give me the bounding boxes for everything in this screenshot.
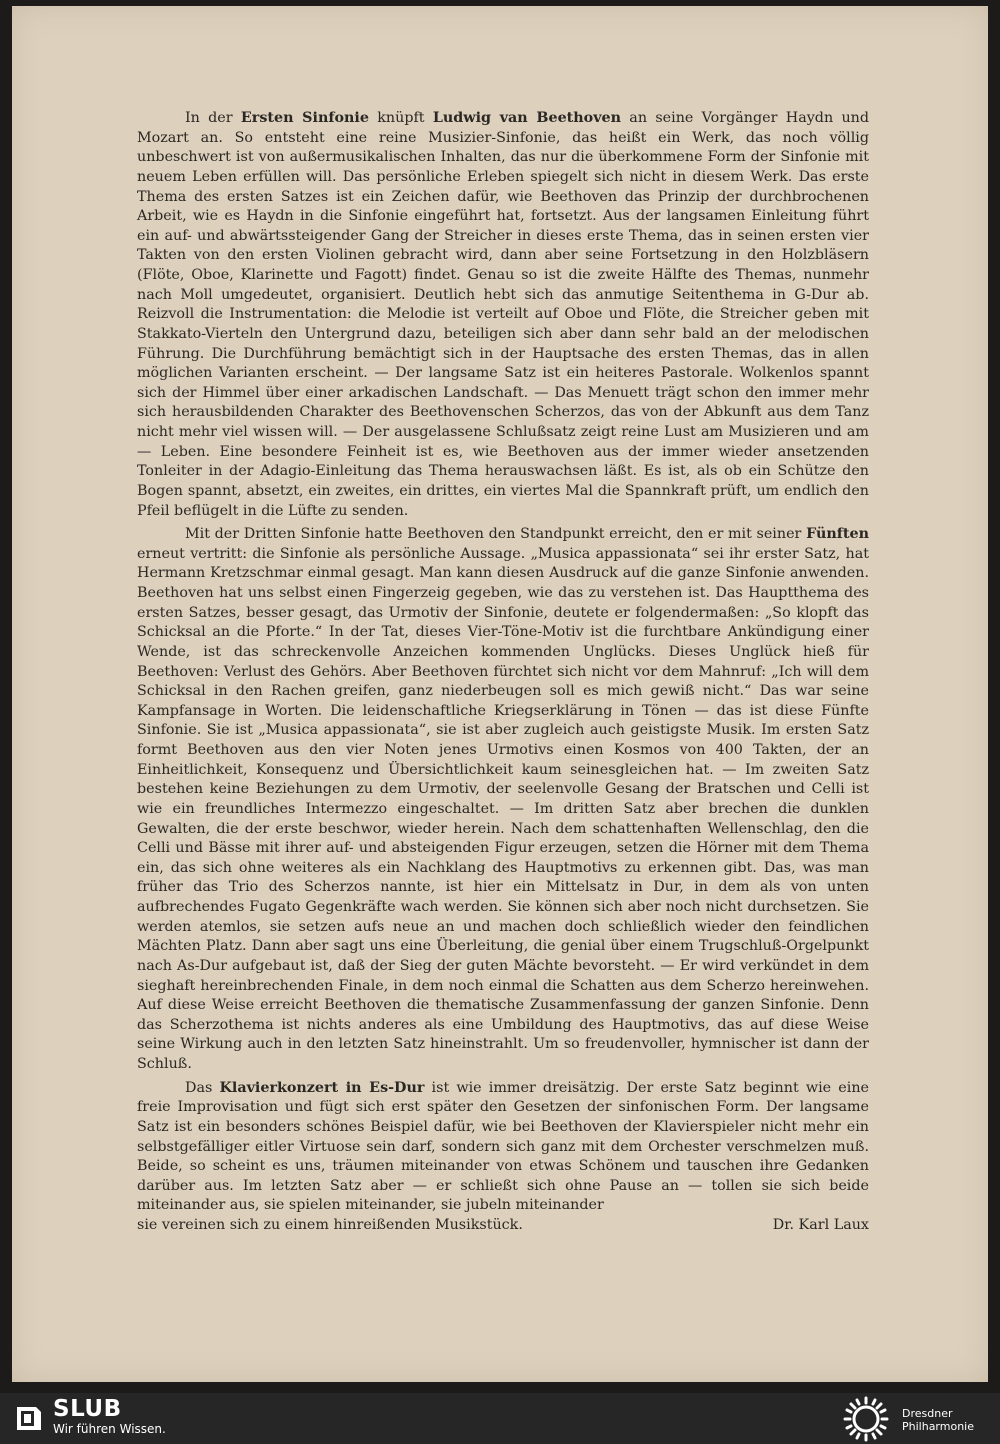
paragraph-text: erneut vertritt: die Sinfonie als persönliche Aussage. „Musica appassionata“ sei ihr erster Satz, hat Hermann Kretzschmar einmal gesagt. Man kann diesen Ausdruck auf die ganze Sinfonie anwenden. Beethoven hat uns selbst einen Fingerzeig gegeben, wie das zu verstehen ist. Das Hauptthema des ersten Satzes, besser gesagt, das Urmotiv der Sinfonie, deutete er folgendermaßen: „So klopft das Schicksal an die Pforte.“ In der Tat, dieses Vier-Töne-Motiv ist die furchtbare Ankündigung einer Wende, ist das schreckenvolle Anzeichen kommenden Unglücks. Dieses Unglück hieß für Beethoven: Verlust des Gehörs. Aber Beethoven fürchtet sich nicht vor dem Mahnruf: „Ich will dem Schicksal in den Rachen greifen, ganz niederbeugen soll es mich gewiß nicht.“ Das war seine Kampfansage in Worten. Die leidenschaftliche Kriegserklärung in Tönen — das ist diese Fünfte Sinfonie. Sie ist „Musica appassionata“, sie ist aber zugleich auch geistigste Musik. Im ersten Satz formt Beethoven aus den vier Noten jenes Urmotivs einen Kosmos von 400 Takten, der an Einheitlichkeit, Konsequenz und Übersichtlichkeit kaum seinesgleichen hat. — Im zweiten Satz bestehen keine Beziehungen zu dem Urmotiv, der seelenvolle Gesang der Bratschen und Celli ist wie ein freundliches Intermezzo eingeschaltet. — Im dritten Satz aber brechen die dunklen Gewalten, die der erste beschwor, wieder herein. Nach dem schattenhaften Wellenschlag, den die Celli und Bässe mit ihrer auf- und absteigenden Figur erzeugen, setzen die Hörner mit dem Thema ein, das sich ohne weiteres als ein Nachklang des Hauptmotivs zu erkennen gibt. Das, was man früher das Trio des Scherzos nannte, ist hier ein Mittelsatz in Dur, in dem als von unten aufbrechendes Fugato Gegenkräfte wach werden. Sie können sich aber noch nicht durchsetzen. Sie werden atemlos, sie setzen aufs neue an und machen doch schließlich wieder den feindlichen Mächten Platz. Dann aber sagt uns eine Überleitung, die genial über einem Trugschluß-Orgelpunkt nach As-Dur aufgebaut ist, daß der Sieg der guten Mächte bevorsteht. — Er wird verkündet in dem sieghaft hereinbrechenden Finale, in dem noch einmal die Schatten aus dem Scherzo hereinwehen. Auf diese Weise erreicht Beethoven die thematische Zusammenfassung der ganzen Sinfonie. Denn das Scherzothema ist nichts anderes als eine Umbildung des Hauptmotivs, das auf diese Weise seine Wirkung auch in den letzten Satz hineinstrahlt. Um so freudenvoller, hymnischer ist dann der Schluß. <box>137 545 869 1072</box>
slub-tagline: Wir führen Wissen. <box>53 1422 166 1436</box>
paragraph-text: an seine Vorgänger Haydn und Mozart an. So entsteht eine reine Musizier-Sinfonie, das heißt ein Werk, das noch völlig unbeschwert ist von außermusikalischen Inhalten, das nur die überkommene Form der Sinfonie mit neuem Leben erfüllen will. Das persönliche Erleben spiegelt sich nicht in diesem Werk. Das erste Thema des ersten Satzes ist ein Zeichen dafür, wie Beethoven das Prinzip der durchbrochenen Arbeit, wie es Haydn in die Sinfonie eingeführt hat, fortsetzt. Aus der langsamen Einleitung führt ein auf- und abwärtssteigender Gang der Streicher in dieses erste Thema, das in seinen ersten vier Takten von den ersten Violinen gebracht wird, dann aber seine Fortsetzung in den Holzbläsern (Flöte, Oboe, Klarinette und Fagott) findet. Genau so ist die zweite Hälfte des Themas, nunmehr nach Moll umgedeutet, organisiert. Deutlich hebt sich das anmutige Seitenthema in G-Dur ab. Reizvoll die Instrumentation: die Melodie ist verteilt auf Oboe und Flöte, die Streicher geben mit Stakkato-Vierteln den Untergrund dazu, beteiligen sich aber dann sehr bald an der melodischen Führung. Die Durchführung bemächtigt sich in der Hauptsache des ersten Themas, das in allen möglichen Varianten erscheint. — Der langsame Satz ist ein heiteres Pastorale. Wolkenlos spannt sich der Himmel über einer arkadischen Landschaft. — Das Menuett trägt schon den immer mehr sich herausbildenden Charakter des Beethovenschen Scherzos, das von der Abkunft aus dem Tanz nicht mehr viel wissen will. — Der ausgelassene Schlußsatz zeigt reine Lust am Musizieren und am — Leben. Eine besondere Feinheit ist es, wie Beethoven aus der immer wieder ansetzenden Tonleiter in der Adagio-Einleitung das Thema herauswachsen läßt. Es ist, als ob ein Schütze den Bogen spannt, absetzt, ein zweites, ein drittes, ein viertes Mal die Spannkraft prüft, um endlich den Pfeil beflügelt in die Lüfte zu senden. <box>137 110 870 519</box>
phil-name-line1: Dresdner <box>902 1407 953 1420</box>
composer-name: Ludwig van Beethoven <box>432 110 622 126</box>
paragraph-text: Mit der Dritten Sinfonie hatte Beethoven den Standpunkt erreicht, den er mit seiner <box>185 526 807 543</box>
dresdner-philharmonie-name[interactable] <box>902 1407 974 1433</box>
slub-logo-icon[interactable] <box>14 1403 44 1433</box>
work-title: Fünften <box>806 526 869 543</box>
work-title: Klavierkonzert in Es-Dur <box>219 1079 425 1096</box>
paragraph-text: knüpft <box>368 110 433 126</box>
work-title: Ersten Sinfonie <box>240 110 369 126</box>
paragraph-text: In der <box>185 110 241 126</box>
phil-name-line2: Philharmonie <box>902 1420 974 1433</box>
paragraph-piano-concerto <box>137 1079 869 1216</box>
dresdner-philharmonie-logo-icon[interactable] <box>841 1395 891 1443</box>
paragraph-fifth-symphony <box>137 525 869 1075</box>
paragraph-last-line: sie vereinen sich zu einem hinreißenden Musikstück. <box>137 1217 523 1233</box>
closing-line <box>137 1216 869 1236</box>
author-signature: Dr. Karl Laux <box>772 1217 869 1233</box>
paragraph-first-symphony <box>137 109 869 521</box>
program-page <box>12 6 988 1382</box>
paragraph-text: Das <box>185 1079 220 1096</box>
program-text <box>137 109 869 1236</box>
footer-bar <box>0 1393 1000 1444</box>
paragraph-text: ist wie immer dreisätzig. Der erste Satz beginnt wie eine freie Improvisation und fügt sich erst später den Gesetzen der sinfonischen Form. Der langsame Satz ist ein besonders schönes Beispiel dafür, wie bei Beethoven der Klavierspieler nicht mehr ein selbstgefälliger eitler Virtuose sein darf, sondern sich ganz mit dem Orchester verschmelzen muß. Beide, so scheint es uns, träumen miteinander von etwas Schönem und tauschen ihre Gedanken darüber aus. Im letzten Satz aber — er schließt sich ohne Pause an — tollen sie sich beide miteinander aus, sie spielen miteinander, sie jubeln miteinander <box>137 1079 869 1214</box>
slub-name[interactable]: SLUB <box>53 1396 122 1422</box>
